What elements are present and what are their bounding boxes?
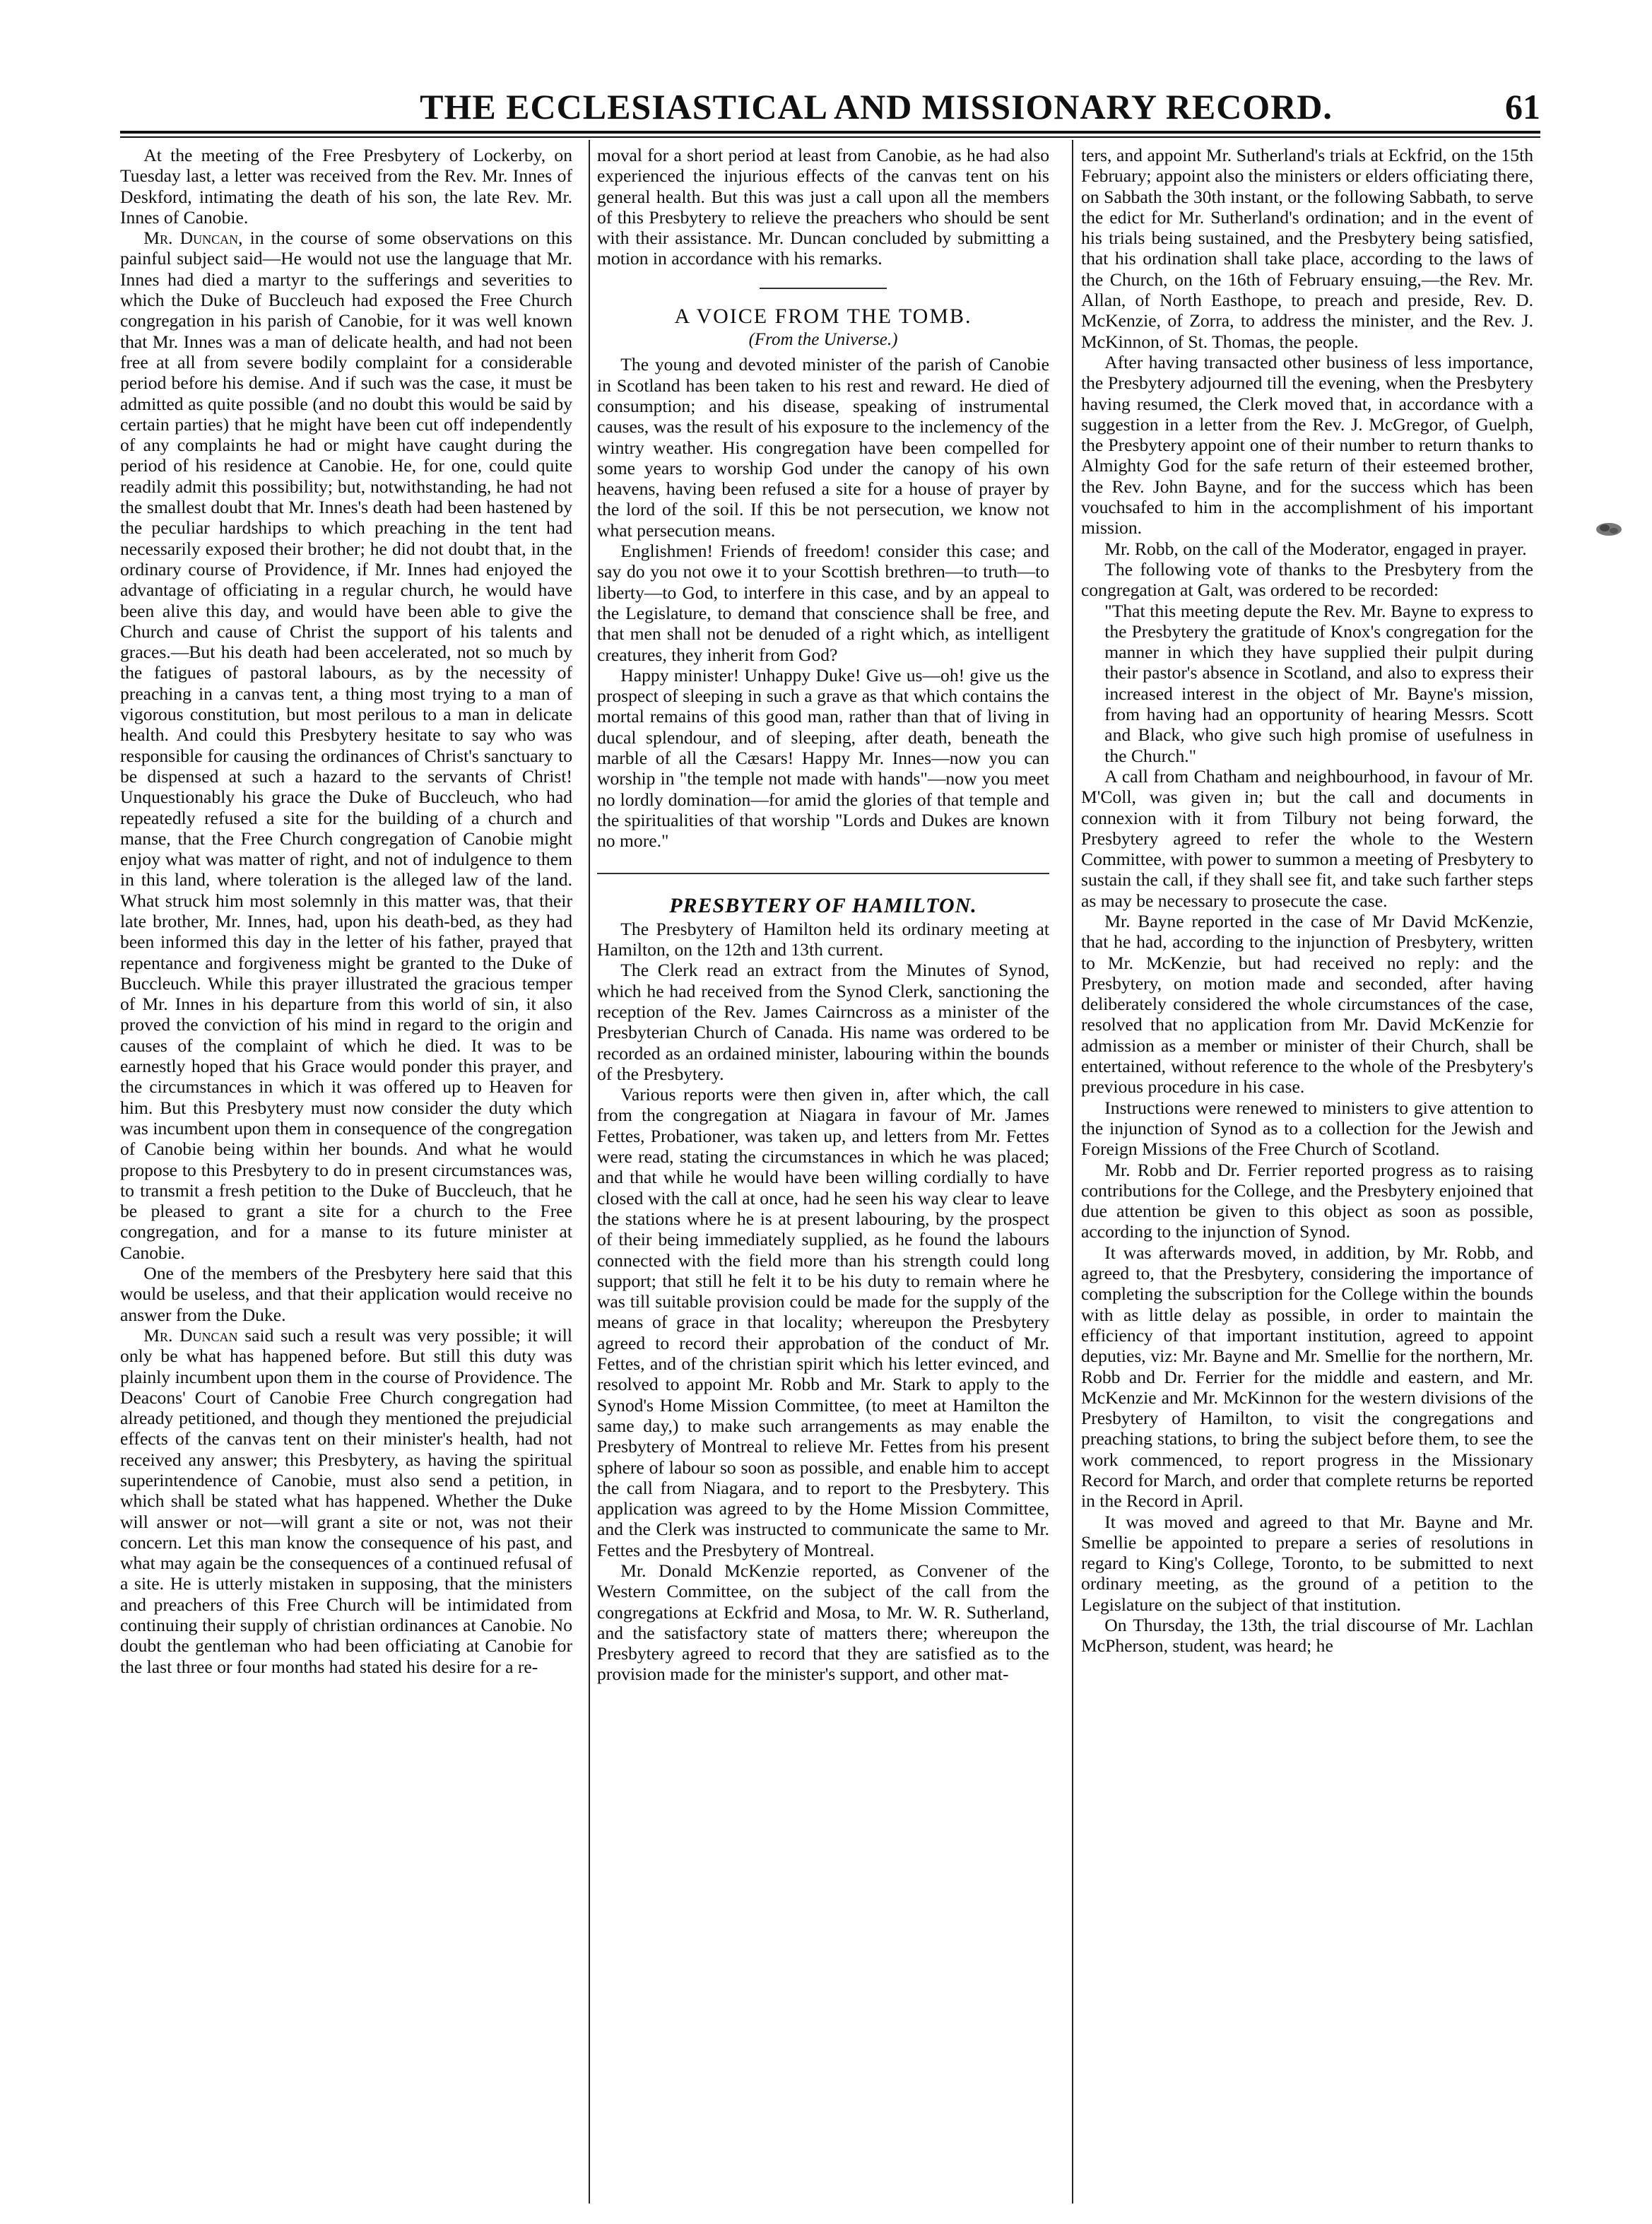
paragraph: The Presbytery of Hamilton held its ordinary meeting at Hamilton, on the 12th and 13th current.	[597, 918, 1049, 960]
paragraph: It was afterwards moved, in addition, by Mr. Robb, and agreed to, that the Presbytery, considering the importance of completing the subscription for the College within the bounds with as little delay as possible, in order to maintain the efficiency of that important institution, agreed to appoint deputies, viz: Mr. Bayne and Mr. Smellie for the northern, Mr. Robb and Dr. Ferrier for the middle and eastern, and Mr. McKenzie and Mr. McKinnon for the western divisions of the Presbytery of Hamilton, to visit the congregations and preaching stations, to bring the subject before them, to see the work commenced, to report progress in the Missionary Record for March, and order that complete returns be reported in the Record in April.	[1081, 1242, 1533, 1512]
paragraph: Mr. Donald McKenzie reported, as Convener of the Western Committee, on the subject of the call from the congregations at Eckfrid and Mosa, to Mr. W. R. Sutherland, and the satisfactory state of matters there; whereupon the Presbytery agreed to record that they are satisfied as to the provision made for the minister's support, and other mat-	[597, 1560, 1049, 1685]
article-heading: PRESBYTERY OF HAMILTON.	[669, 893, 977, 917]
paragraph: Instructions were renewed to ministers to give attention to the injunction of Synod as to a collection for the Jewish and Foreign Missions of the Free Church of Scotland.	[1081, 1097, 1533, 1160]
paragraph: One of the members of the Presbytery here said that this would be useless, and that their application would receive no answer from the Duke.	[120, 1263, 572, 1325]
column-divider-2	[1072, 140, 1073, 2204]
paragraph: The Clerk read an extract from the Minutes of Synod, which he had received from the Synod Clerk, sanctioning the reception of the Rev. James Cairncross as a minister of the Presbyterian Church of Canada. His name was ordered to be recorded as an ordained minister, labouring within the bounds of the Presbytery.	[597, 960, 1049, 1084]
paragraph: The following vote of thanks to the Presbytery from the congregation at Galt, was ordered to be recorded:	[1081, 558, 1533, 601]
paragraph-text: said such a result was very possible; it will only be what has happened before. But still this duty was plainly incumbent upon them in the course of Providence. The Deacons' Court of Canobie Free Church congregation had already petitioned, and though they mentioned the prejudicial effects of the canvas tent on their minister's health, had not received any answer; this Presbytery, as having the spiritual superintendence of Canobie, must also send a petition, in which shall be stated what has happened. Whether the Duke will answer or not—will grant a site or not, was not their concern. Let this man know the consequence of his past, and what may again be the consequences of a continued refusal of a site. He is utterly mistaken in supposing, that the ministers and preachers of this Free Church will be intimidated from continuing their supply of christian ordinances at Canobie. No doubt the gentleman who had been officiating at Canobie for the last three or four months had stated his desire for a re-	[120, 1324, 572, 1677]
section-divider	[597, 873, 1049, 874]
paragraph	[120, 1325, 572, 1677]
ink-blot-icon	[1593, 519, 1624, 539]
paragraph: Mr. Robb and Dr. Ferrier reported progress as to raising contributions for the College, and the Presbytery enjoined that due attention be given to this object as soon as possible, according to the injunction of Synod.	[1081, 1159, 1533, 1242]
paragraph	[120, 228, 572, 1263]
column-3	[1081, 145, 1533, 2194]
paragraph: Happy minister! Unhappy Duke! Give us—oh! give us the prospect of sleeping in such a grave as that which contains the mortal remains of this good man, rather than that of living in ducal splendour, and of sleeping, after death, beneath the marble of all the Cæsars! Happy Mr. Innes—now you can worship in "the temple not made with hands"—now you meet no lordly domination—for amid the glories of that temple and the spiritualities of that worship "Lords and Dukes are known no more."	[597, 664, 1049, 852]
header-rule-thin	[120, 136, 1540, 138]
paragraph: The young and devoted minister of the parish of Canobie in Scotland has been taken to his rest and reward. He died of consumption; and his disease, speaking of instrumental causes, was the result of his exposure to the inclemency of the wintry weather. His congregation have been compelled for some years to worship God under the canopy of his own heavens, having been refused a site for a house of prayer by the lord of the soil. If this be not persecution, we know not what persecution means.	[597, 354, 1049, 541]
paragraph: It was moved and agreed to that Mr. Bayne and Mr. Smellie be appointed to prepare a series of resolutions in regard to King's College, Toronto, to be submitted to next ordinary meeting, as the ground of a petition to the Legislature on the subject of that institution.	[1081, 1511, 1533, 1615]
paragraph: On Thursday, the 13th, the trial discourse of Mr. Lachlan McPherson, student, was heard; he	[1081, 1615, 1533, 1657]
column-1	[120, 145, 572, 2194]
page-number: 61	[1505, 87, 1540, 127]
speaker-name: Mr. Duncan	[143, 1324, 238, 1346]
article-heading: A VOICE FROM THE TOMB.	[674, 304, 972, 328]
page-title: THE ECCLESIASTICAL AND MISSIONARY RECORD.	[420, 87, 1333, 127]
paragraph: moval for a short period at least from Canobie, as he had also experienced the injurious effects of the canvas tent on his general health. But this was just a call upon all the members of this Presbytery to relieve the preachers who should be sent with their assistance. Mr. Duncan concluded by submitting a motion in accordance with his remarks.	[597, 145, 1049, 269]
paragraph: Mr. Bayne reported in the case of Mr David McKenzie, that he had, according to the injunction of Presbytery, written to Mr. McKenzie, but had received no reply: and the Presbytery, on motion made and seconded, after having deliberately considered the whole circumstances of the case, resolved that no application from Mr. David McKenzie for admission as a member or minister of their Church, shall be entertained, without reference to the whole of the Presbytery's previous procedure in his case.	[1081, 910, 1533, 1098]
paragraph: At the meeting of the Free Presbytery of Lockerby, on Tuesday last, a letter was received from the Rev. Mr. Innes of Deskford, intimating the death of his son, the late Rev. Mr. Innes of Canobie.	[120, 145, 572, 228]
masthead	[120, 86, 1540, 136]
paragraph: Mr. Robb, on the call of the Moderator, engaged in prayer.	[1104, 538, 1527, 559]
column-divider-1	[589, 140, 590, 2204]
article-source: (From the Universe.)	[748, 330, 898, 350]
paragraph: Various reports were then given in, after which, the call from the congregation at Niagara in favour of Mr. James Fettes, Probationer, was taken up, and letters from Mr. Fettes were read, stating the circumstances in which he was placed; and that while he would have been willing cordially to have closed with the call at once, had he seen his way clear to leave the stations where he is at present labouring, by the prospect of their being immediately supplied, as he found the labours connected with the field more than his strength could long support; that still he felt it to be his duty to remain where he was till suitable provision could be made for the supply of the means of grace in that locality; whereupon the Presbytery agreed to record their approbation of the conduct of Mr. Fettes, and of the christian spirit which his letter evinced, and resolved to appoint Mr. Robb and Mr. Stark to apply to the Synod's Home Mission Committee, (to meet at Hamilton the same day,) to make such arrangements as may enable the Presbytery of Montreal to relieve Mr. Fettes from his present sphere of labour so soon as possible, and enable him to accept the call from Niagara, and to report to the Presbytery. This application was agreed to by the Home Mission Committee, and the Clerk was instructed to communicate the same to Mr. Fettes and the Presbytery of Montreal.	[597, 1084, 1049, 1560]
paragraph: A call from Chatham and neighbourhood, in favour of Mr. M'Coll, was given in; but the call and documents in connexion with it from Tilbury not being forward, the Presbytery agreed to refer the whole to the Western Committee, with power to summon a meeting of Presbytery to sustain the call, if they shall see fit, and take such farther steps as may be necessary to prosecute the case.	[1081, 765, 1533, 911]
column-2	[597, 145, 1049, 2194]
speaker-name: Mr. Duncan	[143, 228, 239, 249]
paragraph: Englishmen! Friends of freedom! consider this case; and say do you not owe it to your Scottish brethren—to truth—to liberty—to God, to interfere in this case, and by an appeal to the Legislature, to demand that conscience shall be free, and that men shall not be denuded of a right which, as intelligent creatures, they inherit from God?	[597, 541, 1049, 665]
section-divider	[760, 288, 887, 289]
quoted-resolution: "That this meeting depute the Rev. Mr. Bayne to express to the Presbytery the gratitude of Knox's congregation for the manner in which they have supplied their pulpit during their pastor's absence in Scotland, and also to express their increased interest in the object of Mr. Bayne's mission, from having had an opportunity of hearing Messrs. Scott and Black, who give such high promise of usefulness in the Church."	[1104, 600, 1533, 766]
paragraph: ters, and appoint Mr. Sutherland's trials at Eckfrid, on the 15th February; appoint also the ministers or elders officiating there, on Sabbath the 30th instant, or the following Sabbath, to serve the edict for Mr. Sutherland's ordination; and in the event of his trials being sustained, and the Presbytery being satisfied, that his ordination shall take place, according to the laws of the Church, on the 16th of February ensuing,—the Rev. Mr. Allan, of North Easthope, to preach and preside, Rev. D. McKenzie, of Zorra, to address the minister, and the Rev. J. McKinnon, of St. Thomas, the people.	[1081, 145, 1533, 352]
paragraph-text: , in the course of some observations on this painful subject said—He would not use the language that Mr. Innes had died a martyr to the sufferings and severities to which the Duke of Buccleuch had exposed the Free Church congregation in his parish of Canobie, for it was well known that Mr. Innes was a man of delicate health, and had not been free at all from severe bodily complaint for a considerable period before his demise. And if such was the case, it must be admitted as quite possible (and no doubt this would be said by certain parties) that he might have been cut off independently of any complaints he had or might have caught during the period of his residence at Canobie. He, for one, could quite readily admit this possibility; but, notwithstanding, he had not the smallest doubt that Mr. Innes's death had been hastened by the peculiar hardships to which preaching in the tent had necessarily exposed their brother; he did not doubt that, in the ordinary course of Providence, if Mr. Innes had enjoyed the advantage of officiating in a regular church, he would have been alive this day, and would have been able to give the Church and cause of Christ the support of his talents and graces.—But his death had been accelerated, not so much by the fatigues of pastoral labours, as by the necessity of preaching in a canvas tent, a thing most trying to a man of vigorous constitution, but most perilous to a man in delicate health. And could this Presbytery hesitate to say who was responsible for causing the ordinances of Christ's sanctuary to be dispensed at such a hazard to the servants of Christ! Unquestionably his grace the Duke of Buccleuch, who had repeatedly refused a site for the building of a church and manse, that the Free Church congregation of Canobie might enjoy what was matter of right, and not of indulgence to them in this land, where toleration is the alleged law of the land. What struck him most solemnly in this matter was, that their late brother, Mr. Innes, had, upon his death-bed, as they had been informed this day in the letter of his father, prayed that repentance and forgiveness might be granted to the Duke of Buccleuch. While this prayer illustrated the gracious temper of Mr. Innes in his departure from this world of sin, it also proved the conviction of his mind in regard to the origin and causes of the complaint of which he died. It was to be earnestly hoped that his Grace would ponder this prayer, and the circumstances in which it was offered up to Heaven for him. But this Presbytery must now consider the duty which was incumbent upon them in consequence of the congregation of Canobie being within her bounds. And what he would propose to this Presbytery to do in present circumstances was, to transmit a fresh petition to the Duke of Buccleuch, that he be pleased to grant a site for a church to the Free congregation, and for a manse to its future minister at Canobie.	[120, 228, 572, 1263]
header-rule-thick	[120, 131, 1540, 134]
paragraph: After having transacted other business of less importance, the Presbytery adjourned till the evening, when the Presbytery having resumed, the Clerk moved that, in accordance with a suggestion in a letter from the Rev. J. McGregor, of Guelph, the Presbytery appoint one of their number to return thanks to Almighty God for the safe return of their esteemed brother, the Rev. John Bayne, and for the success which has been vouchsafed to him in the accomplishment of his important mission.	[1081, 351, 1533, 539]
